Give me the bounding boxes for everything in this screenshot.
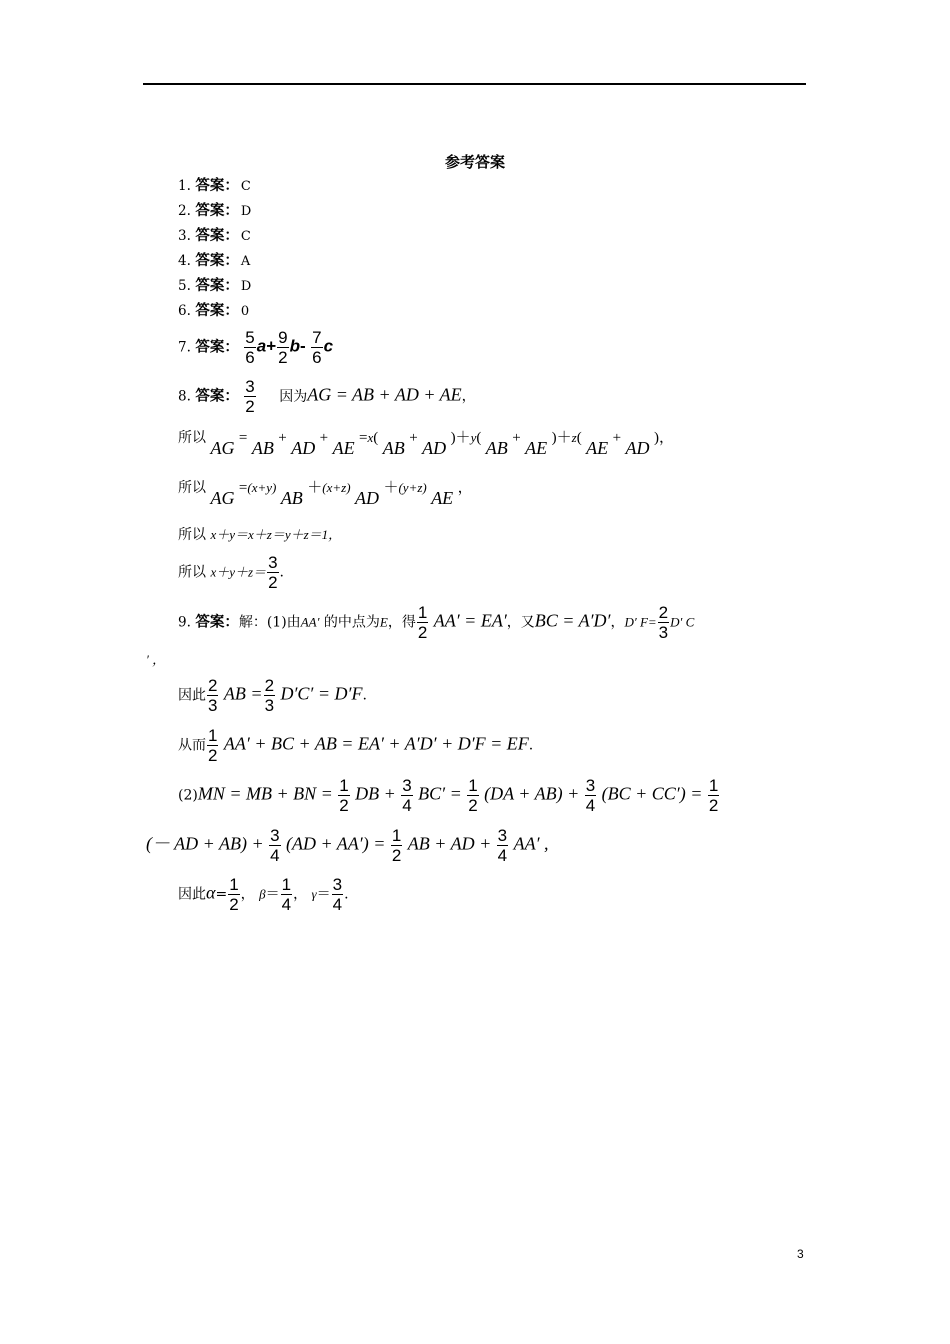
answer-9: 9. 答案：解：(1)由AA′ 的中点为E，得 $\frac{1}{2}$ AA′ = EA′，又BC = A′D′，D′ F= $\frac{2}{3}$ D′ C [178, 603, 695, 642]
q9-part-2-line-2: (－ AD + AB) + $\frac{3}{4}$ (AD + AA′) = $\frac{1}{2}$ AB + AD + $\frac{3}{4}$ AA′ , [146, 826, 549, 865]
fraction: $\frac{1}{2}$ [208, 726, 218, 765]
answer-8: 8. 答案： $\frac{3}{2}$ 因为AG = AB + AD + AE， [178, 377, 476, 416]
q8-line-3: 所以 AG =(x+y) AB ＋(x+z) AD ＋(y+z) AE ， [178, 480, 473, 508]
answer-5: 5. 答案： D [178, 278, 252, 294]
fraction: $\frac{1}{2}$ [391, 826, 402, 865]
page-number: 3 [797, 1247, 804, 1261]
fraction: $\frac{1}{2}$ [708, 776, 719, 815]
answer-3: 3. 答案： C [178, 228, 251, 244]
fraction: $\frac{1}{2}$ [339, 776, 349, 815]
q9-line-continuation: ′ ， [146, 652, 166, 667]
fraction: $\frac{3}{4}$ [585, 776, 596, 815]
answer-2: 2. 答案： D [178, 203, 252, 219]
q8-line-5: 所以 x＋y＋z＝ $\frac{3}{2}$ . [178, 553, 284, 592]
fraction: $\frac{3}{4}$ [402, 776, 412, 815]
fraction: $\frac{3}{4}$ [332, 875, 343, 914]
fraction: $\frac{3}{4}$ [270, 826, 280, 865]
fraction: $\frac{3}{4}$ [497, 826, 508, 865]
q8-line-2: 所以 AG = AB + AD + AE =x( AB + AD )＋y( AB + AE )＋z( AE + AD )， [178, 430, 674, 458]
fraction: $\frac{1}{2}$ [229, 875, 239, 914]
q9-line-2: 因此 $\frac{2}{3}$ AB = $\frac{2}{3}$ D′C′ = D′F. [178, 676, 367, 715]
fraction: $\frac{2}{3}$ [658, 603, 669, 642]
fraction: $\frac{7}{6}$ [312, 328, 322, 367]
answer-1: 1. 答案： C [178, 178, 251, 194]
q9-final: 因此α= $\frac{1}{2}$ ， β＝ $\frac{1}{4}$ ， γ＝ $\frac{3}{4}$ . [178, 875, 349, 914]
answer-7: 7. 答案： $\frac{5}{6}$ a+ $\frac{9}{2}$ b- $\frac{7}{6}$ c [178, 328, 334, 367]
fraction: $\frac{5}{6}$ [245, 328, 255, 367]
fraction: $\frac{1}{2}$ [417, 603, 428, 642]
q9-line-3: 从而 $\frac{1}{2}$ AA′ + BC + AB = EA′ + A′D′ + D′F = EF. [178, 726, 534, 765]
q8-line-4: 所以 x＋y＝x＋z＝y＋z＝1， [178, 527, 342, 543]
fraction: $\frac{1}{2}$ [468, 776, 478, 815]
q9-part-2: (2)MN = MB + BN = $\frac{1}{2}$ DB + $\frac{3}{4}$ BC′ = $\frac{1}{2}$ (DA + AB) + $\frac{3}{4}$ (BC + CC′) = $\frac{1}{2}$ [178, 776, 719, 815]
answer-4: 4. 答案： A [178, 253, 251, 269]
fraction: $\frac{2}{3}$ [208, 676, 218, 715]
fraction: $\frac{3}{2}$ [268, 553, 278, 592]
fraction: $\frac{2}{3}$ [264, 676, 275, 715]
answer-6: 6. 答案： 0 [178, 303, 250, 319]
fraction: $\frac{9}{2}$ [278, 328, 288, 367]
page-title: 参考答案 [444, 153, 505, 171]
fraction: $\frac{3}{2}$ [245, 377, 255, 416]
header-rule [143, 83, 806, 85]
fraction: $\frac{1}{4}$ [281, 875, 292, 914]
